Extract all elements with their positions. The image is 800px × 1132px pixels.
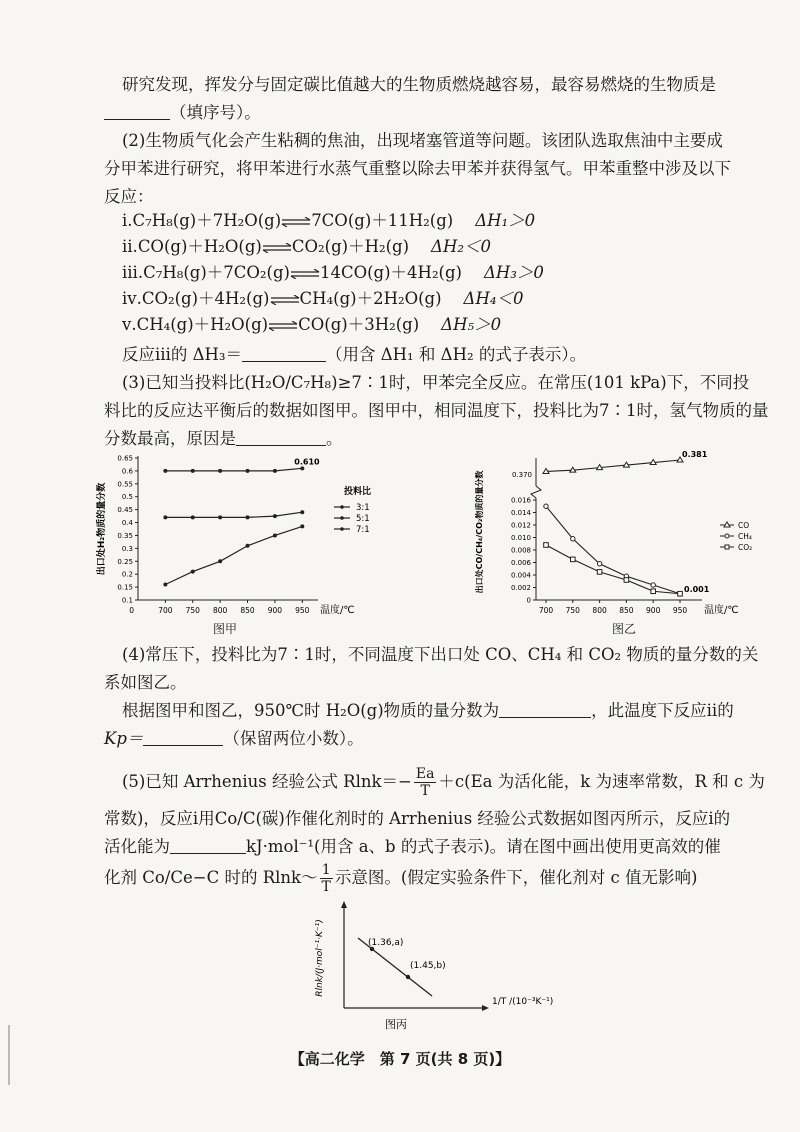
chart-bing[interactable] (310, 900, 570, 1040)
x-tick-label: 800 (212, 606, 228, 615)
legend-marker (340, 527, 344, 531)
reaction-enthalpy: ΔH₄＜0 (463, 289, 524, 308)
reaction-enthalpy: ΔH₃＞0 (484, 263, 544, 282)
co2-marker (624, 578, 629, 583)
y-tick-label: 0 (526, 596, 531, 605)
legend-label: 5:1 (356, 514, 370, 524)
p5-line2: 常数)，反应ⅰ用Co/C(碳)作催化剂时的 Arrhenius 经验公式数据如图丙所示，反应ⅰ的 (104, 809, 731, 828)
x-tick-label: 900 (646, 606, 661, 615)
data-point (300, 510, 304, 514)
axis-break-icon (531, 486, 541, 498)
ch4-marker (571, 537, 575, 541)
y-tick-label: 0.010 (510, 534, 531, 542)
y-tick-label: 0.15 (117, 583, 133, 592)
legend-marker (725, 545, 729, 549)
answer-blank-5[interactable] (143, 727, 223, 746)
scan-edge-mark (8, 1025, 10, 1085)
y-axis-label: Rlnk/(J·mol⁻¹·K⁻¹) (315, 919, 325, 997)
legend-label: CO (738, 521, 750, 530)
legend-label: CO₂ (738, 543, 753, 552)
answer-blank-4[interactable] (499, 699, 591, 718)
data-point (246, 469, 250, 473)
reaction-enthalpy: ΔH₁＞0 (475, 211, 536, 230)
y-tick-label: 0.1 (121, 596, 133, 605)
co2-marker (571, 557, 576, 562)
equilibrium-arrow-icon (281, 217, 311, 227)
y-tick-label: 0.008 (510, 546, 531, 555)
y-tick-label: 0.35 (117, 531, 133, 540)
y-tick-label: 0.014 (510, 509, 531, 517)
data-point (163, 469, 167, 473)
co2-marker (544, 543, 549, 548)
y-tick-label: 0.016 (510, 496, 531, 505)
reaction-right: 14CO(g)＋4H₂(g) (319, 263, 462, 282)
x-axis-label: 温度/℃ (320, 605, 355, 616)
reaction-id: ⅴ. (122, 315, 137, 334)
data-point (273, 469, 277, 473)
reaction-row (122, 312, 800, 338)
annotation-0001: 0.001 (684, 584, 710, 594)
x-axis-arrow-icon (482, 1005, 489, 1011)
reaction-id: ⅳ. (122, 289, 142, 308)
x-tick-label: 800 (592, 606, 607, 615)
data-point (273, 533, 277, 537)
y-tick-label: 0.2 (121, 570, 133, 579)
point-a-label: (1.36,a) (368, 938, 404, 948)
ch4-marker (597, 562, 601, 566)
p5-line1: (5)已知 Arrhenius 经验公式 Rlnk＝− $\frac{Ea}{T}$ ＋c(Ea 为活化能，k 为速率常数，R 和 c 为 (122, 766, 765, 799)
answer-blank-3[interactable] (236, 427, 326, 446)
co2-marker (597, 570, 602, 575)
p2-line3: 反应： (104, 187, 154, 206)
y-tick-label: 0.006 (510, 559, 531, 567)
series-line-ch4 (546, 506, 680, 594)
answer-blank-2[interactable] (242, 343, 326, 362)
y-tick-label: 0.5 (121, 493, 133, 502)
reaction-enthalpy: ΔH₂＜0 (431, 237, 491, 256)
reaction-left: CH₄(g)＋H₂O(g) (136, 315, 269, 334)
page-footer: 【高二化学 第 7 页(共 8 页)】 (289, 1050, 511, 1068)
reaction-right: CH₄(g)＋2H₂O(g) (299, 289, 442, 308)
legend-marker (725, 534, 729, 538)
equilibrium-arrow-icon (290, 269, 320, 279)
legend-label: 3:1 (356, 503, 370, 513)
x-tick-label: 950 (295, 606, 310, 615)
y-axis-label: 出口处H₂物质的量分数 (97, 482, 107, 576)
reaction-left: C₇H₈(g)＋7H₂O(g) (132, 211, 282, 230)
reaction-enthalpy: ΔH₅＞0 (441, 315, 502, 334)
legend-marker (340, 505, 344, 509)
x-tick-label: 850 (619, 606, 634, 615)
data-point (246, 544, 250, 548)
data-point (273, 514, 277, 518)
y-tick-label: 0.55 (117, 480, 133, 489)
point-b (406, 975, 410, 979)
series-line-5-1 (165, 512, 302, 517)
p1-line2: （填序号）。 (104, 100, 784, 126)
legend-title: 投料比 (344, 487, 372, 497)
q2-line: 反应ⅲ的 ΔH₃＝ （用含 ΔH₁ 和 ΔH₂ 的式子表示）。 (122, 345, 587, 364)
y-tick-label: 0.4 (121, 519, 133, 528)
reaction-left: CO₂(g)＋4H₂(g) (141, 289, 270, 308)
reaction-left: CO(g)＋H₂O(g) (137, 237, 262, 256)
y-tick-label: 0.370 (511, 471, 532, 479)
reaction-row (122, 260, 800, 286)
reaction-id: ⅰ. (122, 211, 133, 230)
series-line-co (546, 460, 680, 471)
frac-ea-over-t: $\frac{Ea}{T}$ (415, 766, 435, 799)
data-point (191, 570, 195, 574)
chart-yi-caption: 图乙 (612, 622, 637, 636)
y-tick-label: 0.6 (121, 467, 133, 476)
p4-line3: 根据图甲和图乙，950℃时 H₂O(g)物质的量分数为 ，此温度下反应ⅱ的 (122, 701, 734, 720)
p4-line4: Kp＝ （保留两位小数）。 (104, 729, 364, 748)
reaction-id: ⅱ. (122, 237, 138, 256)
data-point (300, 466, 304, 470)
x-axis-label: 1/T /(10⁻³K⁻¹) (492, 997, 554, 1007)
chart-jia (96, 450, 396, 640)
y-axis-arrow-icon (341, 901, 347, 908)
reaction-row (122, 234, 800, 260)
reaction-right: CO₂(g)＋H₂(g) (291, 237, 410, 256)
equilibrium-arrow-icon (262, 243, 292, 253)
chart-bing-caption: 图丙 (385, 1018, 407, 1031)
y-tick-label: 0 (129, 606, 134, 615)
point-b-label: (1.45,b) (410, 961, 446, 971)
legend-marker (340, 516, 344, 520)
frac-one-over-t: $\frac{1}{T}$ (321, 862, 331, 895)
y-tick-label: 0.3 (121, 544, 133, 553)
y-axis-label: 出口处CO/CH₄/CO₂物质的量分数 (475, 470, 484, 594)
x-tick-label: 750 (565, 606, 580, 615)
annotation-0610: 0.610 (294, 457, 320, 467)
data-point (163, 515, 167, 519)
data-point (300, 524, 304, 528)
series-line-co2 (546, 545, 680, 594)
reaction-row (122, 208, 800, 234)
p3-line1: (3)已知当投料比(H₂O/C₇H₈)≥7∶1时，甲苯完全反应。在常压(101 kPa)下，不同投 (122, 373, 750, 392)
data-point (246, 515, 250, 519)
co2-marker (651, 589, 656, 594)
p5-line3: 活化能为 kJ·mol⁻¹(用含 a、b 的式子表示)。请在图中画出使用更高效的催 (104, 837, 721, 856)
data-point (163, 583, 167, 587)
x-tick-label: 850 (240, 606, 255, 615)
equilibrium-arrow-icon (270, 295, 300, 305)
y-tick-label: 0.012 (510, 521, 531, 530)
data-point (218, 559, 222, 563)
p1-line1: 研究发现，挥发分与固定碳比值越大的生物质燃烧越容易，最容易燃烧的生物质是 (122, 75, 716, 94)
p4-line1: (4)常压下，投料比为7∶1时，不同温度下出口处 CO、CH₄ 和 CO₂ 物质的量分数的关 (122, 645, 759, 664)
y-tick-label: 0.004 (510, 571, 531, 580)
x-axis-label: 温度/℃ (704, 605, 739, 616)
legend-label: CH₄ (738, 532, 752, 541)
data-point (191, 469, 195, 473)
answer-blank-1[interactable] (104, 101, 170, 120)
p5-line4: 化剂 Co/Ce−C 时的 Rlnk～ $\frac{1}{T}$ 示意图。(假定实验条件下，催化剂对 c 值无影响) (104, 862, 698, 895)
co2-marker (678, 591, 683, 596)
x-tick-label: 950 (672, 606, 688, 615)
p3-line2: 料比的反应达平衡后的数据如图甲。图甲中，相同温度下，投料比为7∶1时，氢气物质的量 (104, 401, 769, 420)
y-tick-label: 0.65 (117, 454, 133, 463)
reaction-right: CO(g)＋3H₂(g) (298, 315, 420, 334)
reaction-row (122, 286, 800, 312)
chart-yi (472, 450, 772, 640)
data-point (191, 515, 195, 519)
annotation-0381: 0.381 (682, 450, 708, 459)
series-line-3-1 (165, 526, 302, 584)
p4-line2: 系如图乙。 (104, 673, 187, 692)
p2-line1: (2)生物质气化会产生粘稠的焦油，出现堵塞管道等问题。该团队选取焦油中主要成 (122, 131, 723, 150)
series-line-7-1 (165, 468, 302, 471)
reaction-id: ⅲ. (122, 263, 144, 282)
reaction-right: 7CO(g)＋11H₂(g) (311, 211, 454, 230)
x-tick-label: 750 (185, 606, 200, 615)
reaction-left: C₇H₈(g)＋7CO₂(g) (143, 263, 290, 282)
x-tick-label: 700 (158, 606, 173, 615)
ch4-marker (544, 504, 548, 508)
x-tick-label: 900 (267, 606, 283, 615)
answer-blank-6[interactable] (170, 835, 246, 854)
chart-jia-caption: 图甲 (213, 622, 238, 636)
y-tick-label: 0.002 (510, 584, 531, 592)
equilibrium-arrow-icon (268, 321, 298, 331)
data-point (218, 469, 222, 473)
x-tick-label: 700 (538, 606, 554, 615)
y-tick-label: 0.45 (117, 506, 133, 515)
y-tick-label: 0.25 (117, 557, 133, 566)
p2-line2: 分甲苯进行研究，将甲苯进行水蒸气重整以除去甲苯并获得氢气。甲苯重整中涉及以下 (104, 159, 731, 178)
ch4-marker (651, 583, 655, 587)
legend-label: 7:1 (356, 525, 370, 535)
data-point (218, 515, 222, 519)
p3-line3: 分数最高，原因是 。 (104, 429, 343, 448)
